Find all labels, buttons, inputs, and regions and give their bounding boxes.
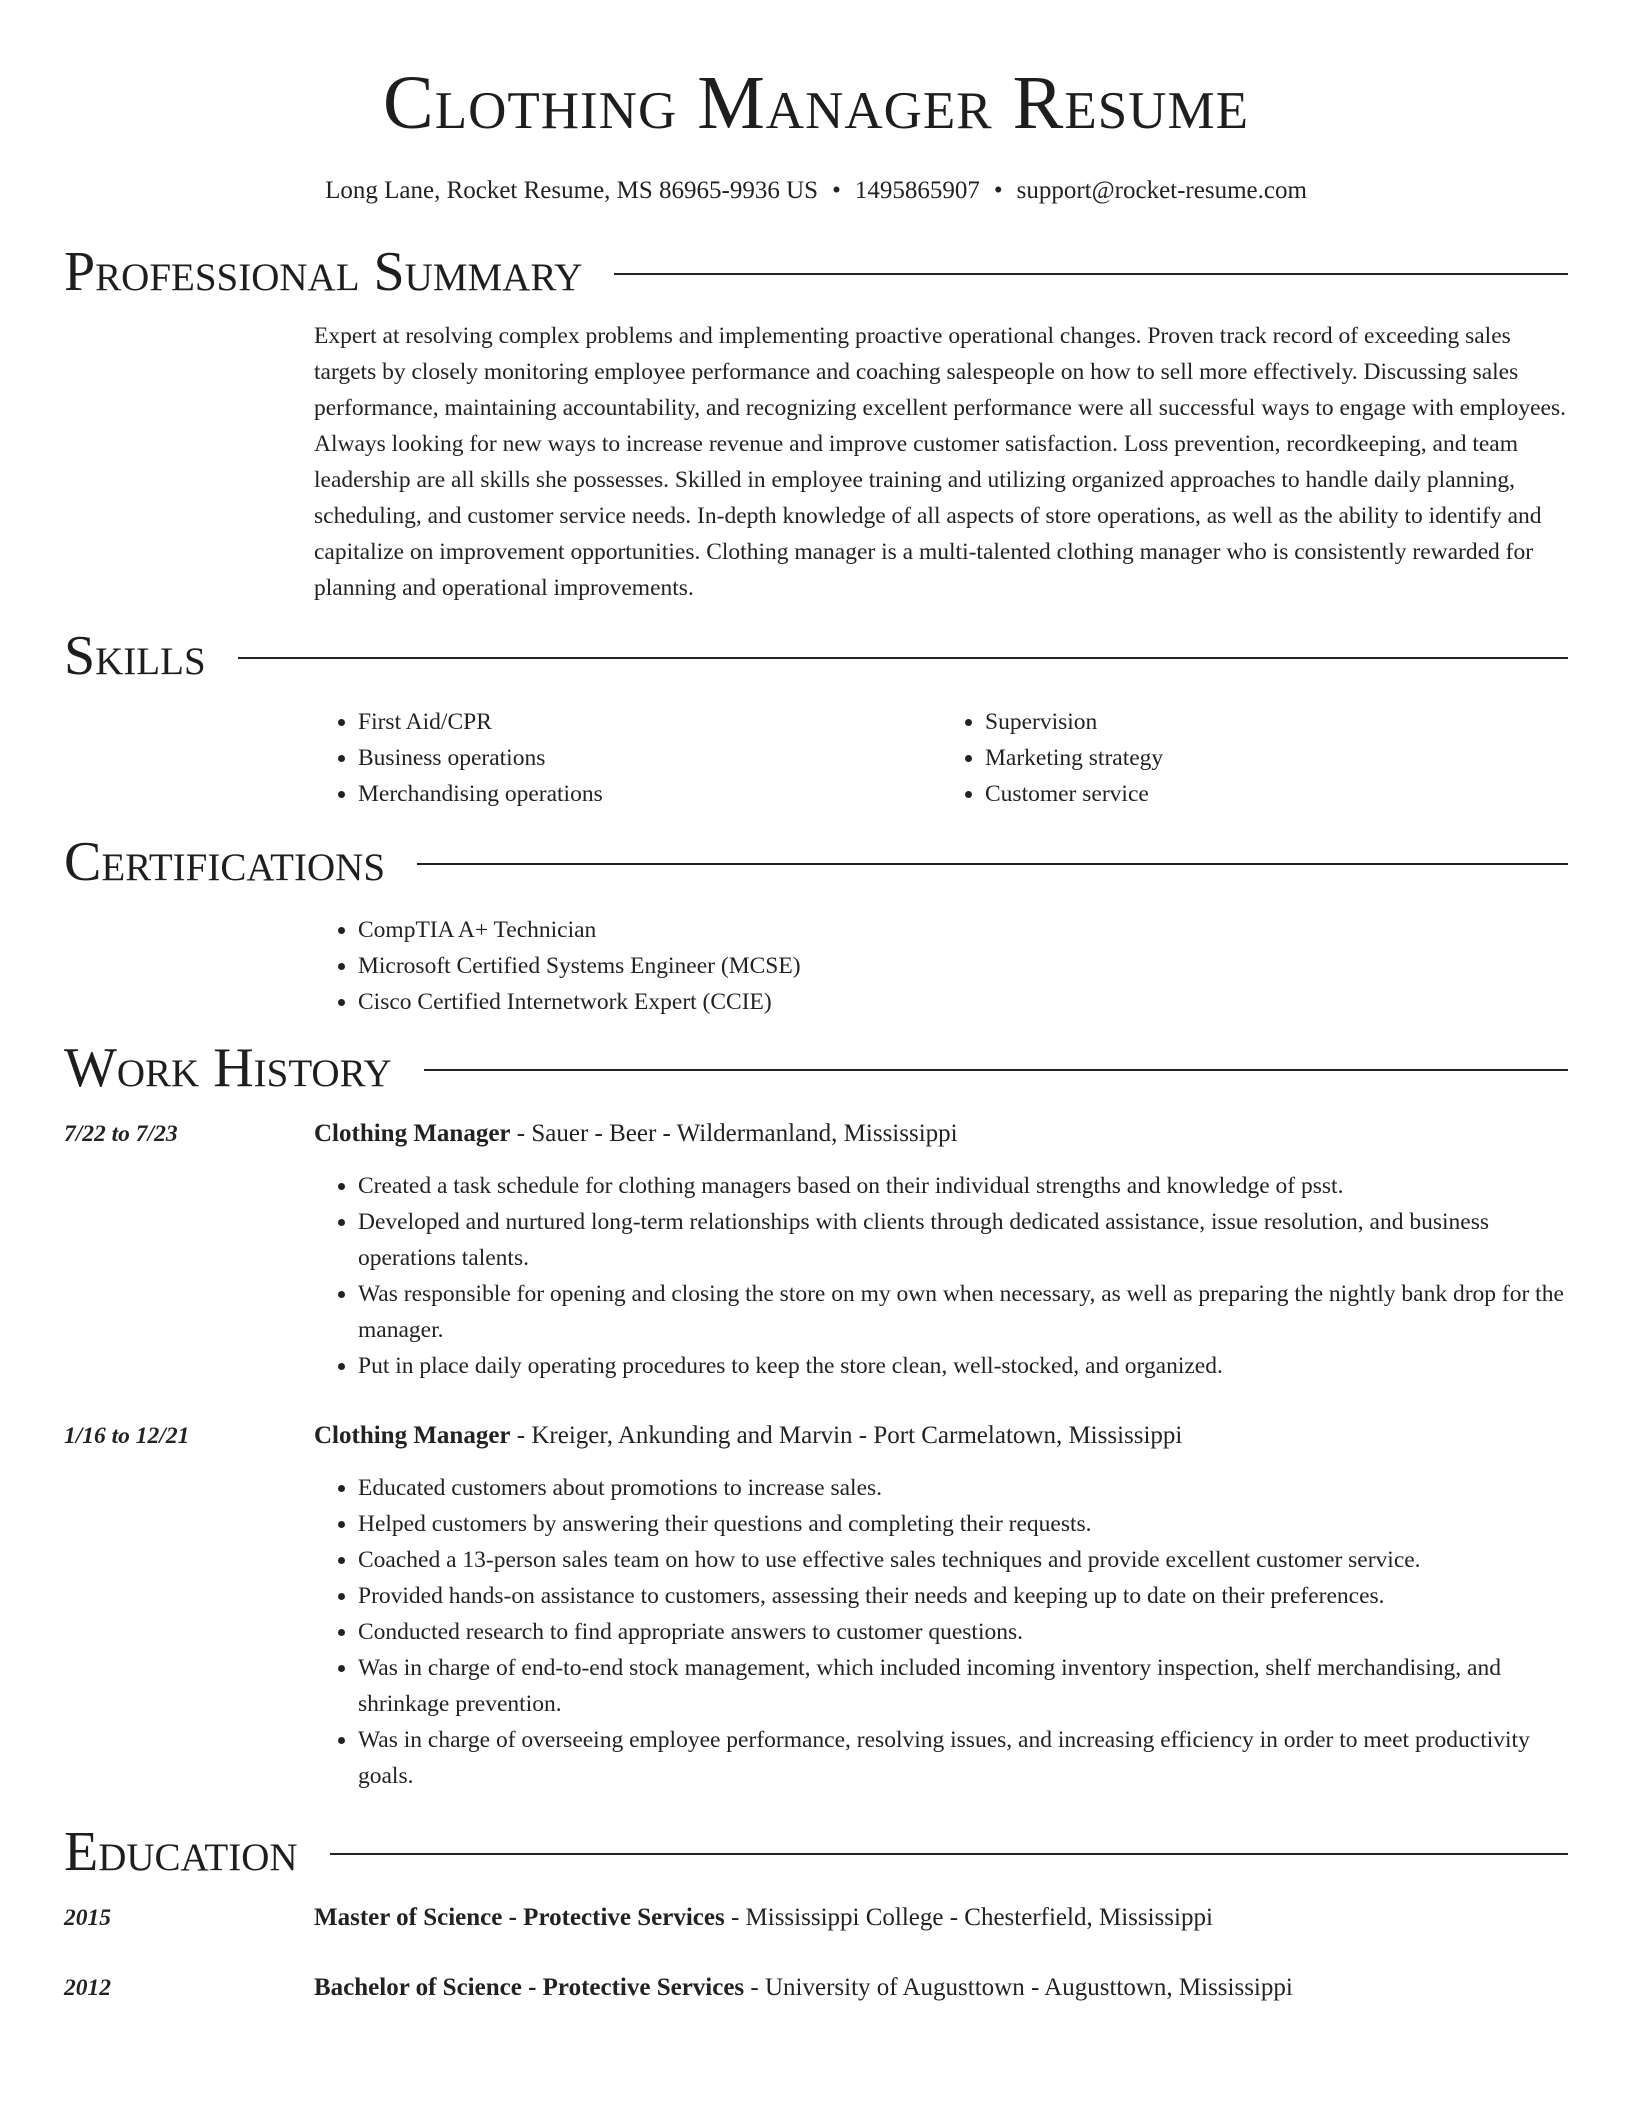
section-rule: [424, 1069, 1568, 1071]
education-degree: Master of Science - Protective Services: [314, 1904, 725, 1931]
job-bullet: • Was in charge of overseeing employee performance, resolving issues, and increasing efficiency in order to meet productivity goals.: [358, 1722, 1568, 1794]
skill-item: • Marketing strategy: [985, 740, 1568, 776]
job-bullet: • Conducted research to find appropriate answers to customer questions.: [358, 1614, 1568, 1650]
job-dates: 7/22 to 7/23: [64, 1121, 178, 1147]
skills-section-header: [64, 622, 1568, 690]
job-bullet: • Put in place daily operating procedures to keep the store clean, well-stocked, and organized.: [358, 1348, 1568, 1384]
skill-item: • Customer service: [985, 776, 1568, 812]
job-bullet: • Provided hands-on assistance to customers, assessing their needs and keeping up to date on their preferences.: [358, 1578, 1568, 1614]
skills-column-right: [941, 704, 1568, 812]
job-entry: [64, 1116, 1568, 1384]
contact-separator: •: [832, 177, 841, 204]
education-entry: [64, 1900, 1568, 1936]
education-year: 2012: [64, 1975, 111, 2001]
job-bullet: • Educated customers about promotions to increase sales.: [358, 1470, 1568, 1506]
certifications-section-header: [64, 828, 1568, 896]
job-employer: - Kreiger, Ankunding and Marvin - Port Carmelatown, Mississippi: [510, 1422, 1183, 1449]
certification-item: • Microsoft Certified Systems Engineer (MCSE): [358, 948, 1568, 984]
job-title: Clothing Manager: [314, 1120, 511, 1147]
section-rule: [614, 273, 1568, 275]
skill-item: • Business operations: [358, 740, 941, 776]
skills-heading: Skills: [64, 625, 206, 687]
contact-email: support@rocket-resume.com: [1016, 177, 1307, 204]
skill-item: • Merchandising operations: [358, 776, 941, 812]
job-employer: - Sauer - Beer - Wildermanland, Mississippi: [510, 1120, 958, 1147]
summary-text: Expert at resolving complex problems and implementing proactive operational changes. Proven track record of exceeding sales targets by closely monitoring employee performance and coaching salespeople on how to sell more effectively. Discussing sales performance, maintaining accountability, and recognizing excellent performance were all successful ways to engage with employees. Always looking for new ways to increase revenue and improve customer satisfaction. Loss prevention, recordkeeping, and team leadership are all skills she possesses. Skilled in employee training and utilizing organized approaches to handle daily planning, scheduling, and customer service needs. In-depth knowledge of all aspects of store operations, as well as the ability to identify and capitalize on improvement opportunities. Clothing manager is a multi-talented clothing manager who is consistently rewarded for planning and operational improvements.: [314, 323, 1566, 601]
resume-title: Clothing Manager Resume: [383, 61, 1249, 145]
education-entry: [64, 1970, 1568, 2006]
certification-item: • Cisco Certified Internetwork Expert (CCIE): [358, 984, 1568, 1020]
section-rule: [238, 657, 1568, 659]
education-degree: Bachelor of Science - Protective Services: [314, 1974, 745, 2001]
contact-separator: •: [993, 177, 1003, 204]
skill-item: • First Aid/CPR: [358, 704, 941, 740]
job-bullet: • Helped customers by answering their questions and completing their requests.: [358, 1506, 1568, 1542]
section-rule: [330, 1853, 1568, 1855]
contact-address: Long Lane, Rocket Resume, MS 86965-9936 US: [325, 177, 819, 204]
certifications-heading: Certifications: [64, 831, 386, 893]
job-bullet: • Developed and nurtured long-term relationships with clients through dedicated assistance, issue resolution, and business operations talents.: [358, 1204, 1568, 1276]
job-title-line: [314, 1418, 1568, 1454]
contact-line: [64, 174, 1568, 208]
job-bullets: [314, 1470, 1568, 1794]
summary-heading: Professional Summary: [64, 241, 583, 303]
summary-section-header: [64, 238, 1568, 306]
education-school: - University of Augusttown - Augusttown, Mississippi: [744, 1974, 1293, 2001]
education-year: 2015: [64, 1905, 111, 1931]
job-bullet: • Coached a 13-person sales team on how to use effective sales techniques and provide excellent customer service.: [358, 1542, 1568, 1578]
job-title-line: [314, 1116, 1568, 1152]
skill-item: • Supervision: [985, 704, 1568, 740]
education-section-header: [64, 1818, 1568, 1886]
job-bullet: • Was in charge of end-to-end stock management, which included incoming inventory inspection, shelf merchandising, and shrinkage prevention.: [358, 1650, 1568, 1722]
skills-column-left: [314, 704, 941, 812]
job-bullet: • Created a task schedule for clothing managers based on their individual strengths and knowledge of psst.: [358, 1168, 1568, 1204]
certifications-list: [314, 912, 1568, 1020]
work-history-heading: Work History: [64, 1037, 392, 1099]
job-bullet: • Was responsible for opening and closing the store on my own when necessary, as well as preparing the nightly bank drop for the manager.: [358, 1276, 1568, 1348]
job-bullets: [314, 1168, 1568, 1384]
contact-phone: 1495865907: [854, 177, 980, 204]
education-heading: Education: [64, 1821, 298, 1883]
education-school: - Mississippi College - Chesterfield, Mississippi: [724, 1904, 1213, 1931]
job-title: Clothing Manager: [314, 1422, 511, 1449]
skills-list: [314, 704, 1568, 812]
job-dates: 1/16 to 12/21: [64, 1423, 190, 1449]
section-rule: [417, 863, 1568, 865]
certification-item: • CompTIA A+ Technician: [358, 912, 1568, 948]
job-entry: [64, 1418, 1568, 1794]
work-history-section-header: [64, 1034, 1568, 1102]
